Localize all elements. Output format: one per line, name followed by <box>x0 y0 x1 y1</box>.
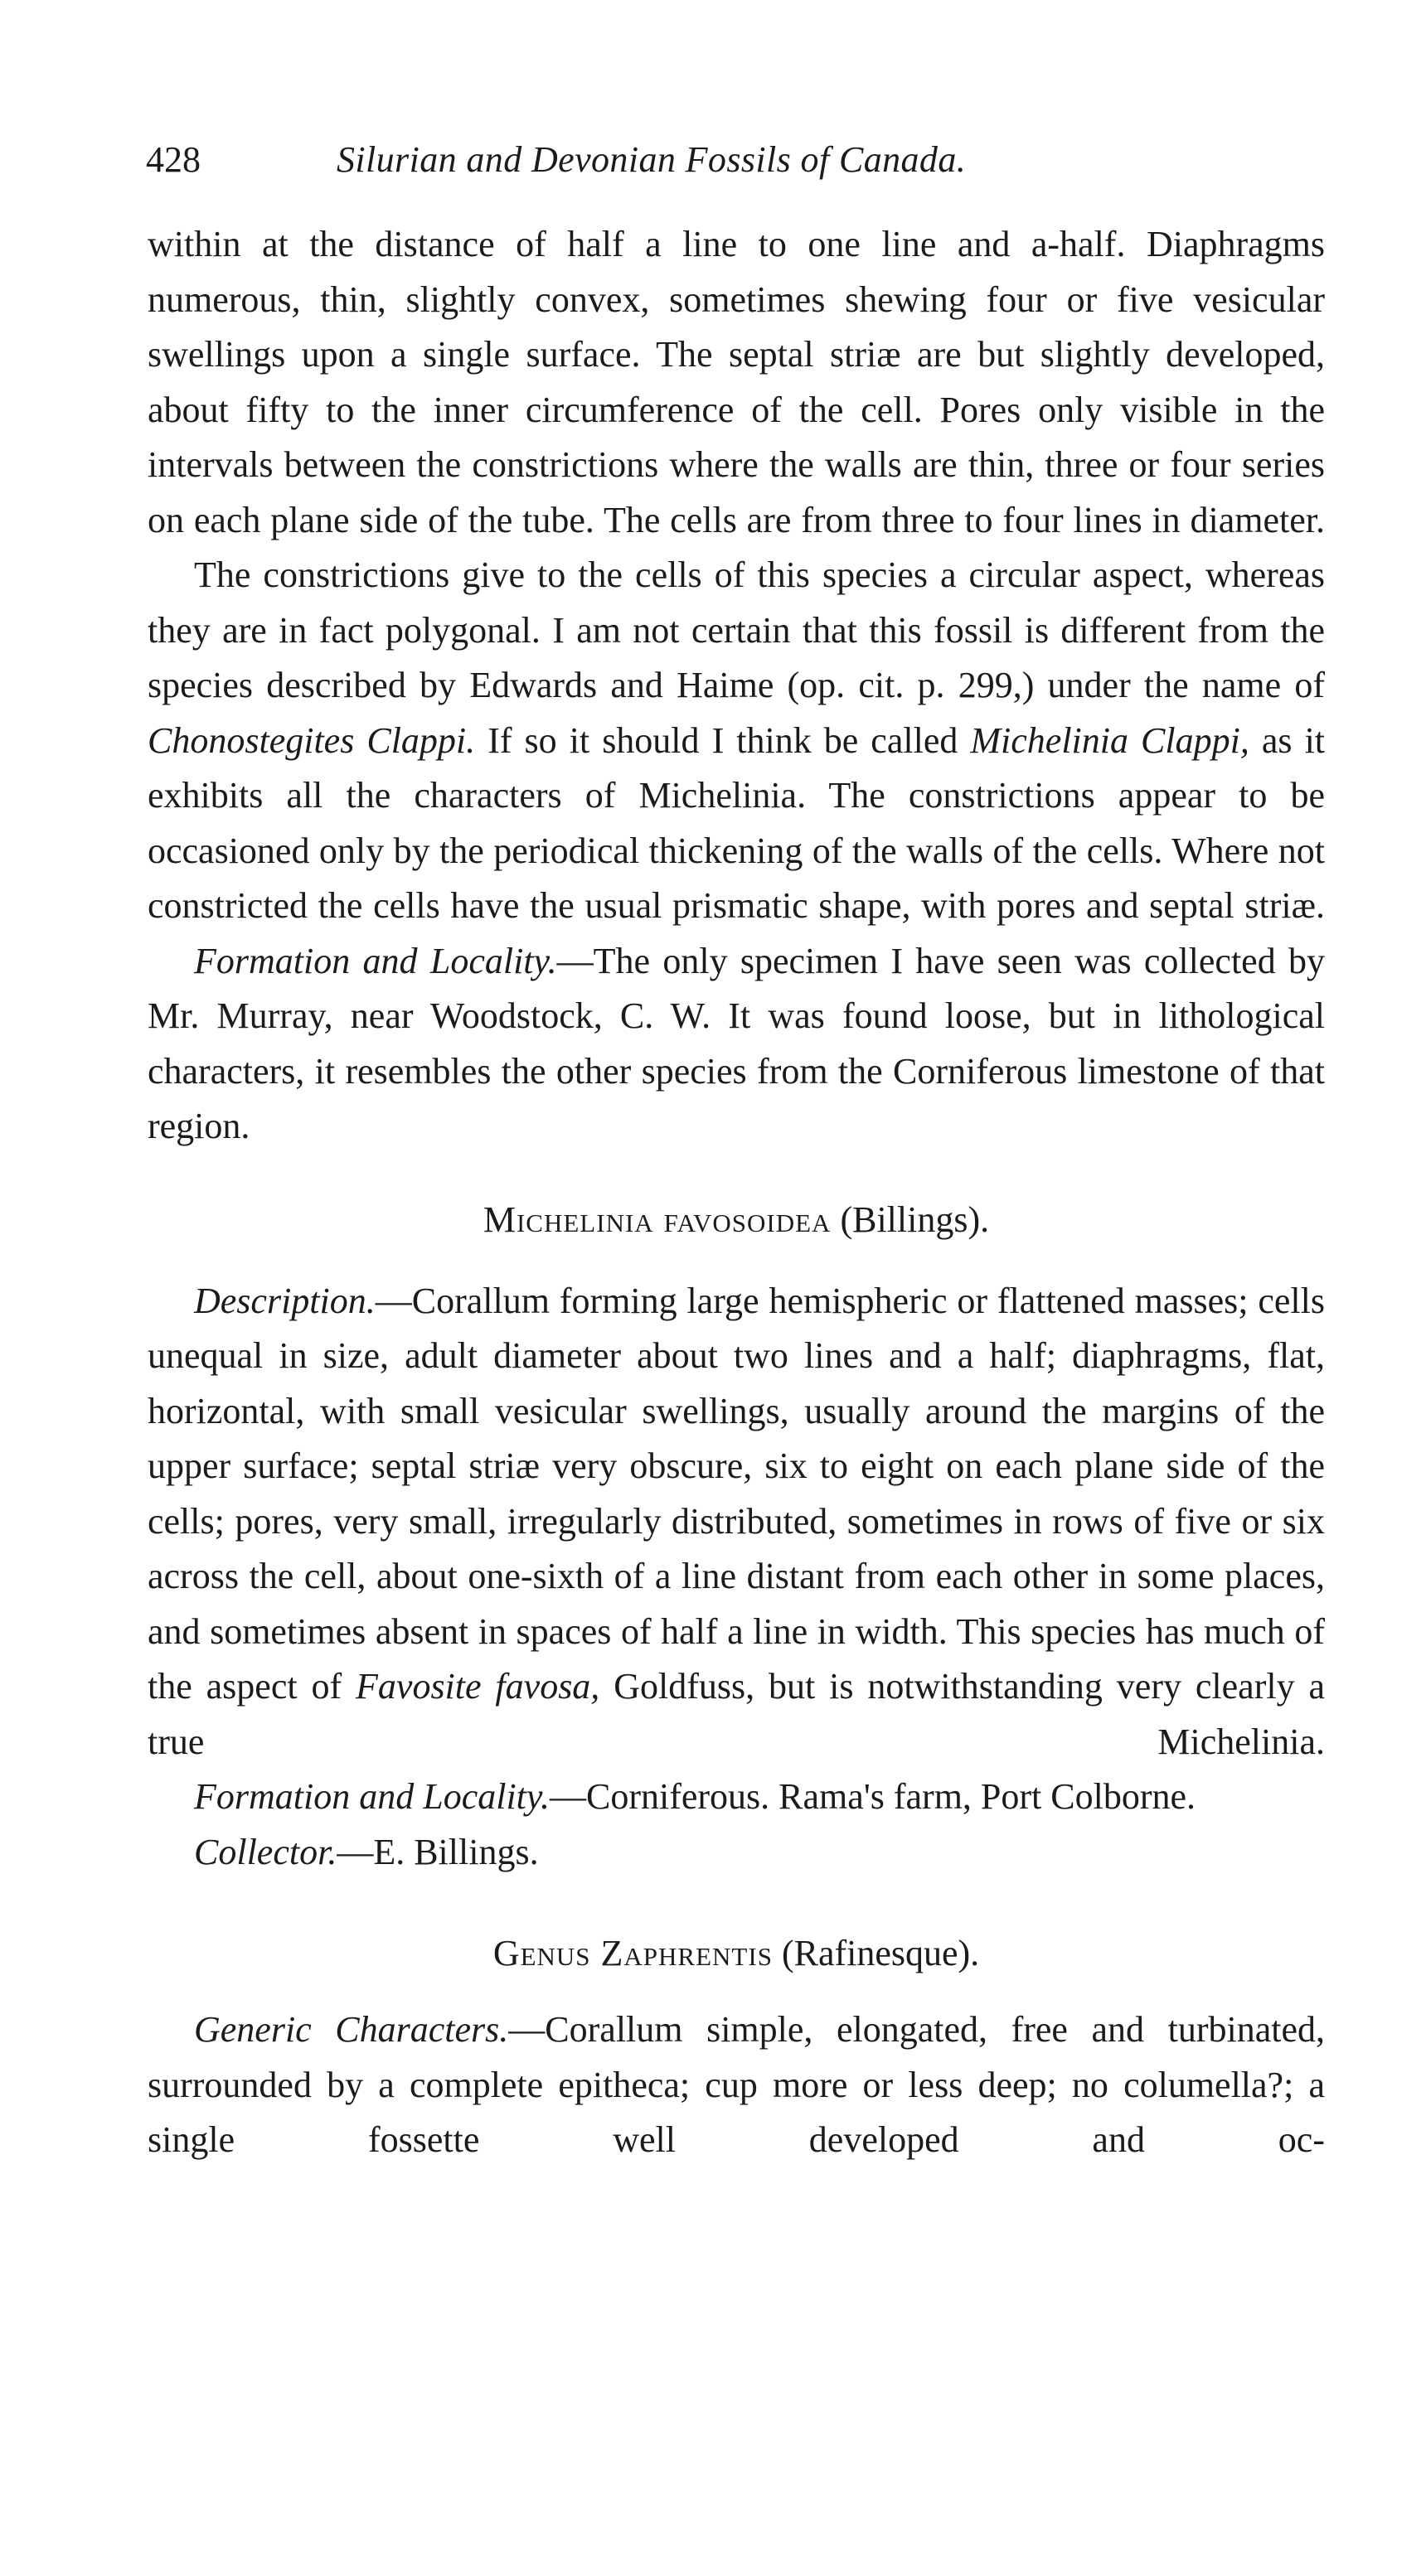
taxon-name: Michelinia Clappi, <box>970 719 1249 761</box>
paragraph-text: Goldfuss, but is notwithstanding very clearly a true Michelinia. <box>148 1666 1325 1762</box>
paragraph-description <box>148 1274 1325 1770</box>
genus-name: Genus Zaphrentis <box>492 1933 773 1973</box>
section-label: Collector. <box>194 1831 337 1872</box>
paragraph-text: —Corallum forming large hemispheric or flattened masses; cells unequal in size, adult diameter about two lines and a half; diaphragms, flat, horizontal, with small vesicular swellings, usually around the margins of the upper surface; septal striæ very obscure, six to eight on each plane side of the cells; pores, very small, irregularly distributed, sometimes in rows of five or six across the cell, about one-sixth of a line distant from each other in some places, and sometimes absent in spaces of half a line in width. This species has much of the aspect of <box>148 1280 1325 1707</box>
paragraph-formation-locality <box>148 934 1325 1155</box>
paragraph-formation-locality <box>148 1770 1325 1825</box>
page-number: 428 <box>146 139 201 180</box>
paragraph-continuation <box>148 217 1325 548</box>
species-name: Michelinia favosoidea <box>483 1198 832 1240</box>
running-title: Silurian and Devonian Fossils of Canada. <box>337 139 967 180</box>
paragraph-collector <box>148 1825 1325 1881</box>
genus-author: (Rafinesque). <box>772 1933 980 1973</box>
paragraph-text: —The only specimen I have seen was collected by Mr. Murray, near Woodstock, C. W. It was found loose, but in lithological characters, it resembles the other species from the Corniferous limestone of that region. <box>148 940 1326 1146</box>
paragraph-text: within at the distance of half a line to one line and a-half. Diaphragms numerous, thin, slightly convex, sometimes shewing four or five vesicular swellings upon a single surface. The septal striæ are but slightly developed, about fifty to the inner circumference of the cell. Pores only visible in the intervals between the constrictions where the walls are thin, three or four series on each plane side of the tube. The cells are from three to four lines in diameter. <box>148 224 1325 540</box>
section-label: Formation and Locality. <box>194 940 557 981</box>
paragraph-text: The constrictions give to the cells of this species a circular aspect, whereas they are in fact polygonal. I am not certain that this fossil is different from the species described by Edwards and Haime (op. cit. p. 299,) under the name of <box>148 554 1325 705</box>
paragraph-text: If so it should I think be called <box>475 719 971 761</box>
section-label: Generic Characters. <box>194 2009 509 2050</box>
species-heading <box>148 1191 1325 1249</box>
paragraph-generic-characters <box>148 2002 1325 2168</box>
paragraph-constrictions <box>148 548 1325 934</box>
paragraph-text: as it exhibits all the characters of Michelinia. The constrictions appear to be occasioned only by the periodical thickening of the walls of the cells. Where not constricted the cells have the usual prismatic shape, with pores and septal striæ. <box>148 719 1326 926</box>
species-author: (Billings). <box>831 1198 990 1240</box>
paragraph-text: —Corallum simple, elongated, free and turbinated, surrounded by a complete epitheca; cup more or less deep; no columella?; a single fossette well developed and oc- <box>148 2009 1326 2160</box>
body-text <box>148 217 1325 2168</box>
genus-heading <box>148 1925 1325 1983</box>
section-label: Description. <box>194 1280 376 1321</box>
paragraph-text: —E. Billings. <box>337 1831 539 1872</box>
running-head <box>146 131 1315 189</box>
taxon-name: Favosite favosa, <box>356 1666 600 1707</box>
taxon-name: Chonostegites Clappi. <box>148 719 476 761</box>
section-label: Formation and Locality. <box>194 1776 550 1817</box>
paragraph-text: —Corniferous. Rama's farm, Port Colborne. <box>550 1776 1196 1817</box>
